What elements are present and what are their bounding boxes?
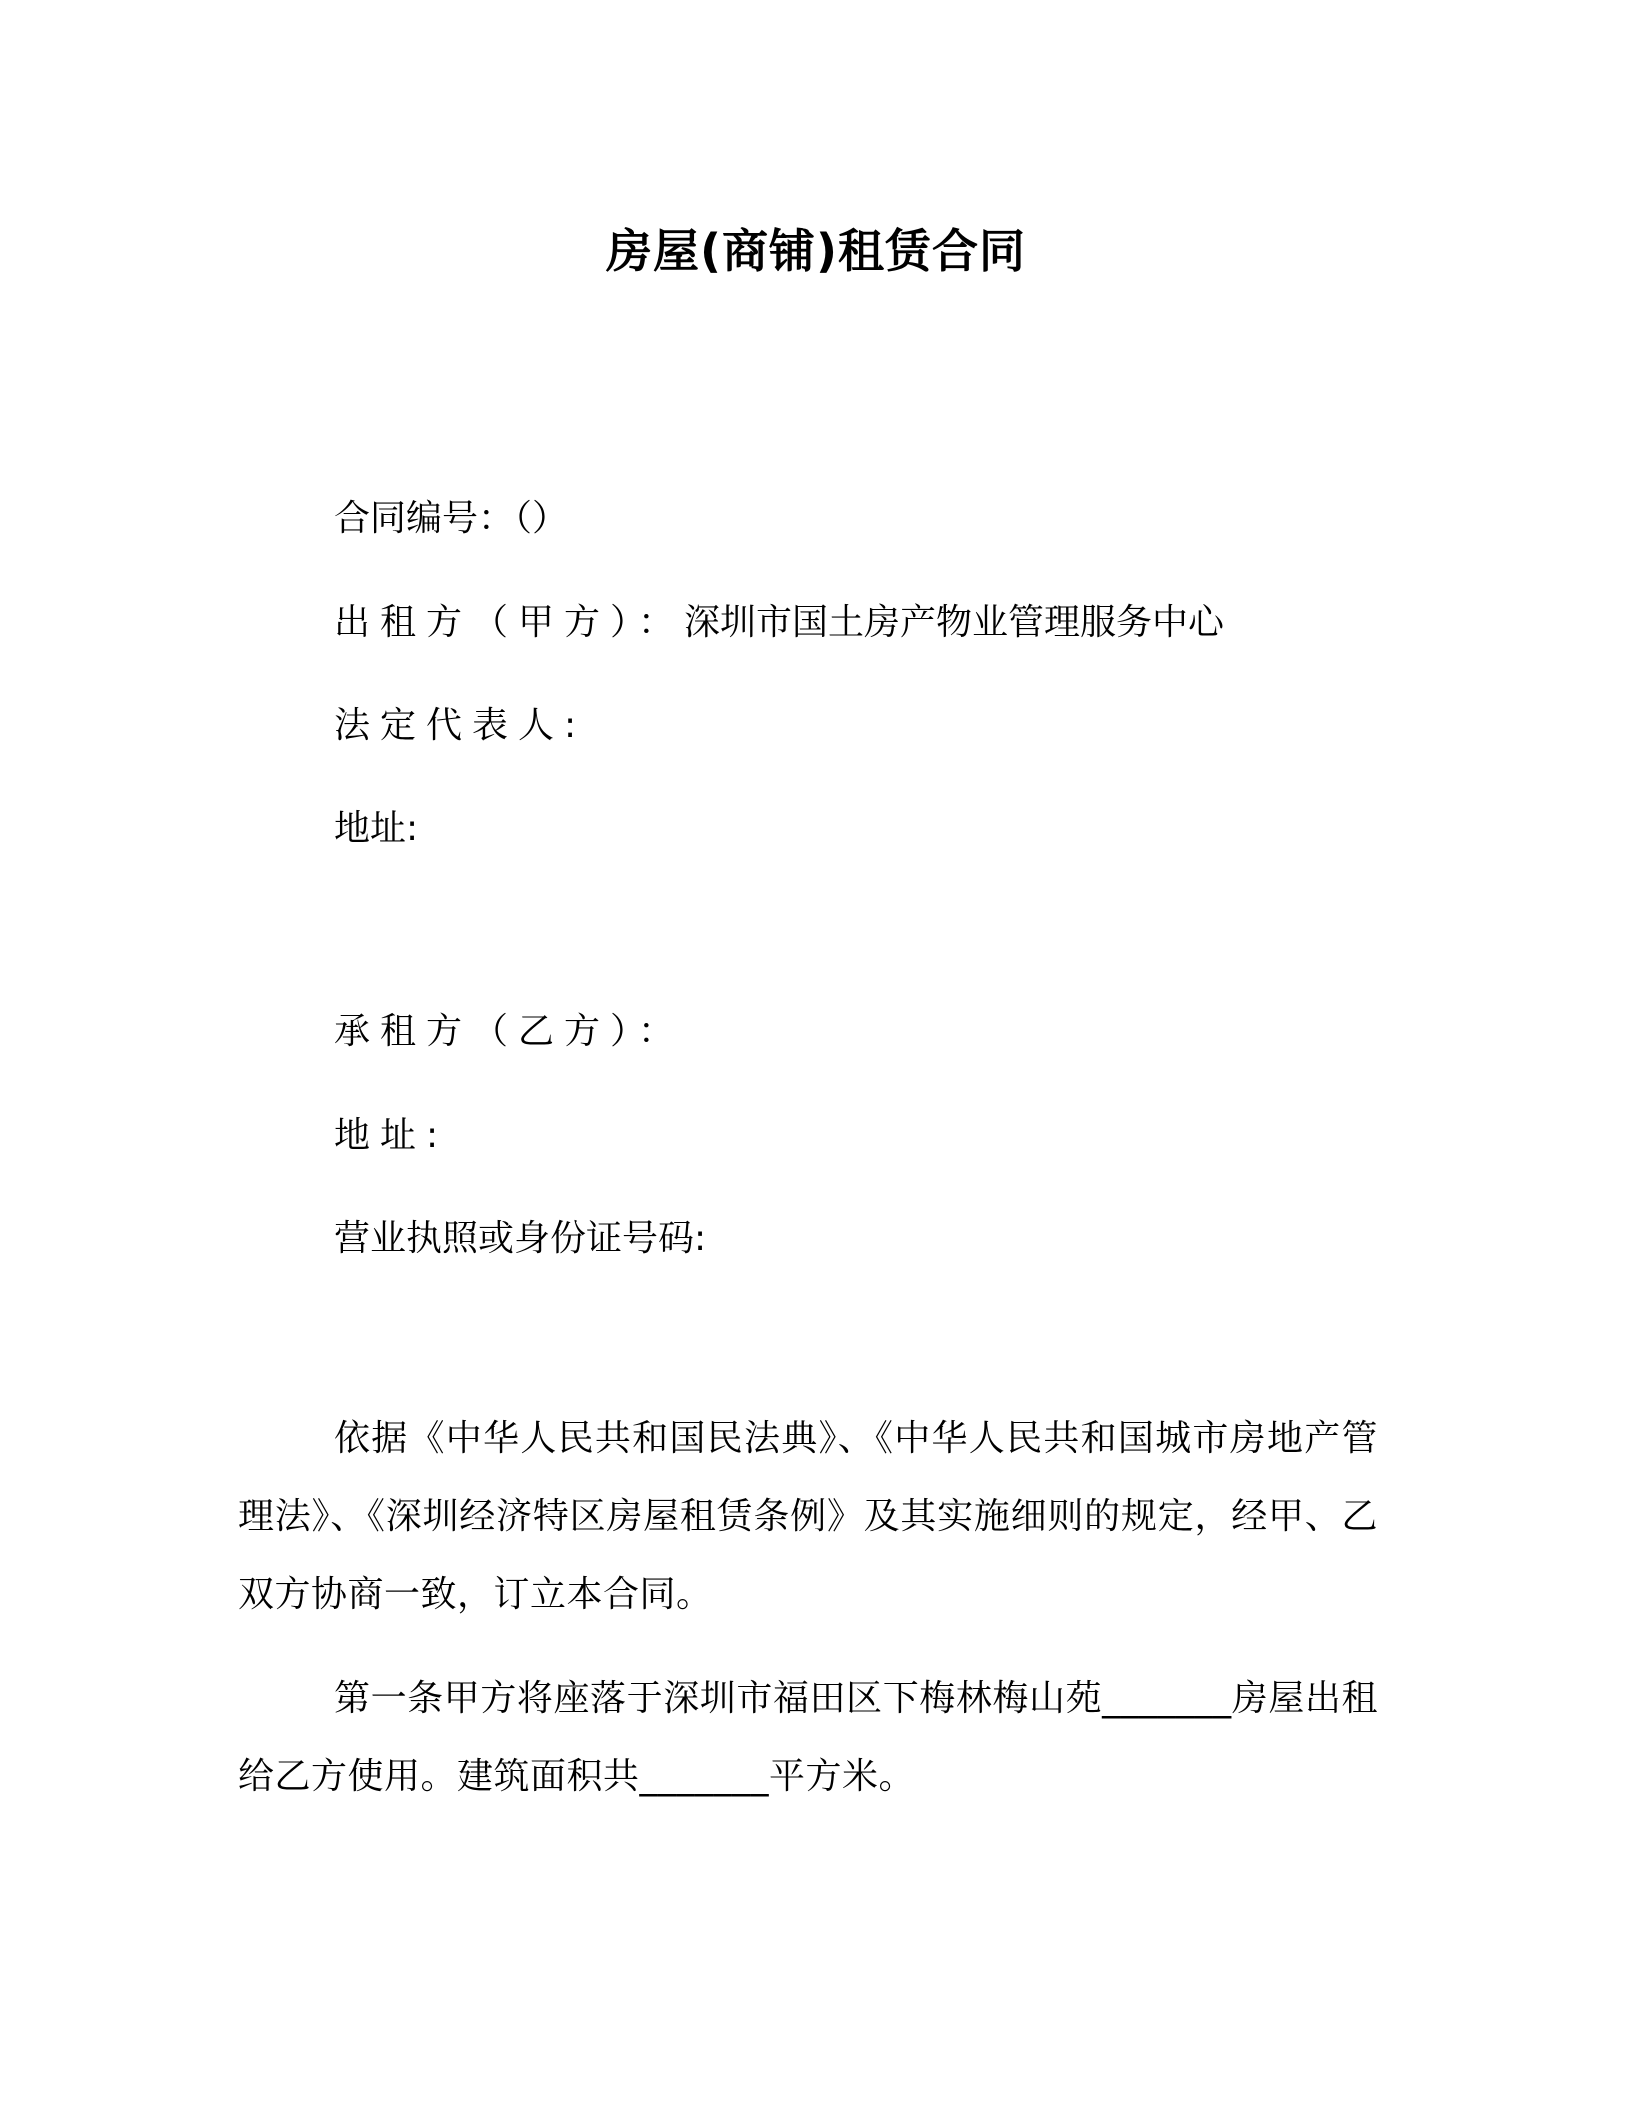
lessee-address-field: 地址: (334, 1115, 449, 1156)
lessor-address-field: 地址: (334, 808, 419, 849)
document-title: 房屋(商铺)租赁合同 (605, 224, 1027, 278)
preamble-paragraph: 依据《中华人民共和国民法典》、《中华人民共和国城市房地产管理法》、《深圳经济特区房屋租赁条例》及其实施细则的规定，经甲、乙双方协商一致，订立本合同。 (238, 1418, 1378, 1615)
contract-number-field: 合同编号：（） (334, 498, 569, 539)
article-one-paragraph: 第一条甲方将座落于深圳市福田区下梅林梅山苑_______房屋出租给乙方使用。建筑面积共_______平方米。 (238, 1678, 1378, 1797)
lessee-label: 承租方（乙方）： (334, 1011, 685, 1052)
lessor-value: 深圳市国土房产物业管理服务中心 (684, 602, 1225, 643)
license-id-field: 营业执照或身份证号码: (334, 1218, 707, 1259)
legal-representative-field: 法定代表人: (334, 705, 587, 746)
lessor-row (334, 597, 1224, 649)
lessor-label: 出租方（甲方）： (334, 602, 685, 643)
